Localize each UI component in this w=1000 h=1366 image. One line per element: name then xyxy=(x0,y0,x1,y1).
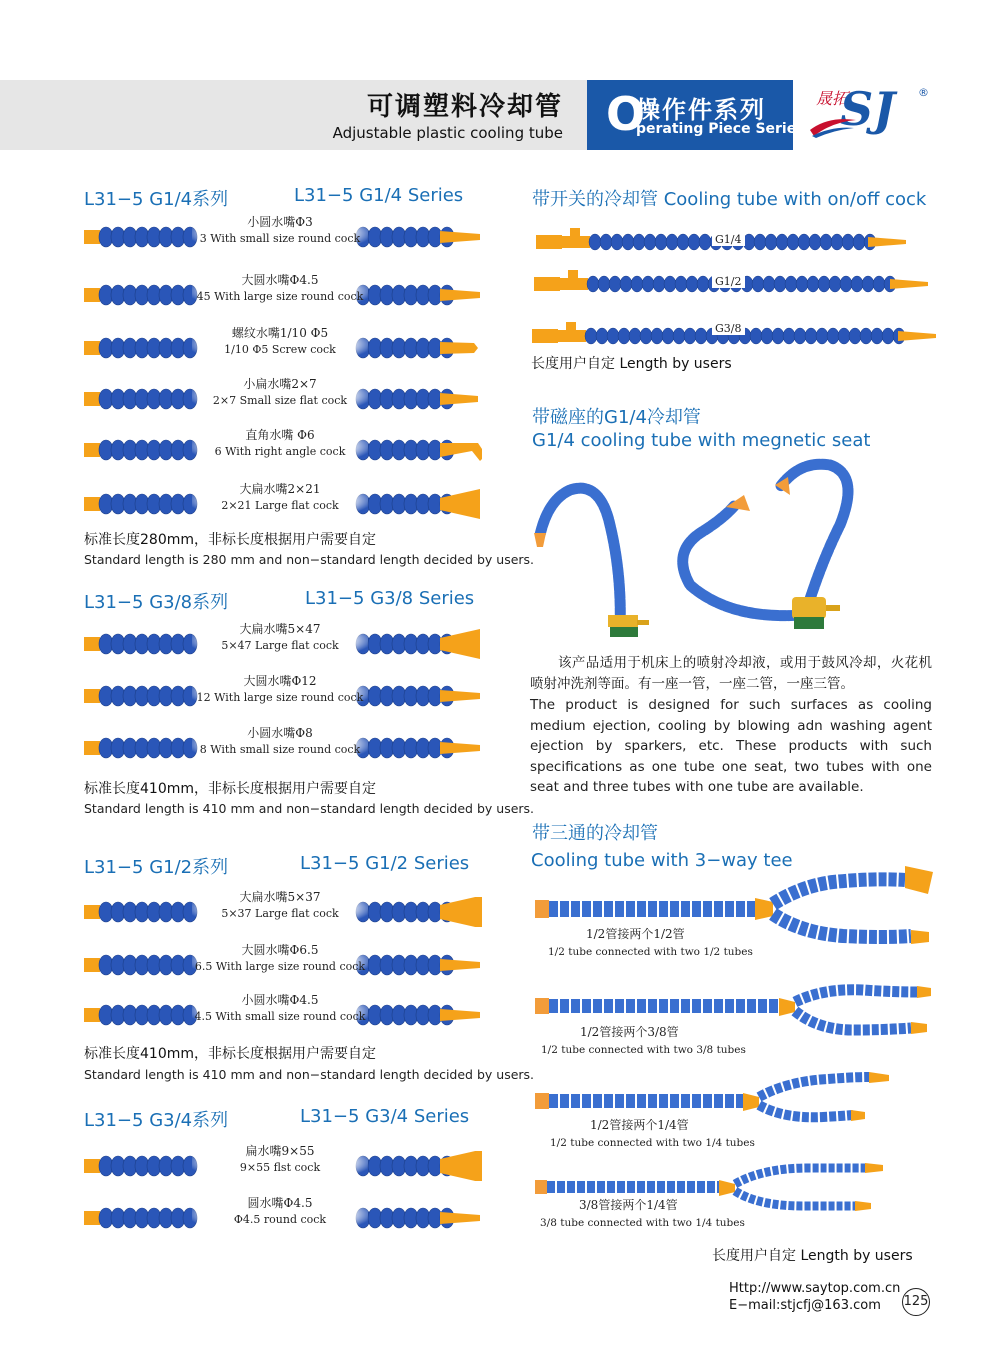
brand-logo-mark: SJ xyxy=(840,82,895,136)
g38-note-en: Standard length is 410 mm and non−standard length decided by users. xyxy=(84,801,535,816)
item-label: 小圆水嘴Φ4.5 4.5 With small size round cock xyxy=(192,991,368,1031)
g34-item-1 xyxy=(82,1144,482,1181)
g14-item-4 xyxy=(82,377,482,414)
g12-heading-cn: L31−5 G1/2系列 xyxy=(84,857,229,878)
g14-note-cn: 标准长度280mm，非标长度根据用户需要自定 xyxy=(84,532,376,548)
size-tag: G1/2 xyxy=(712,275,745,288)
item-label: 大扁水嘴5×37 5×37 Large flat cock xyxy=(192,888,368,928)
g38-item-3 xyxy=(82,726,482,763)
tee-1-label-en: 1/2 tube connected with two 1/2 tubes xyxy=(548,946,753,958)
g38-heading-en: L31−5 G3/8 Series xyxy=(305,588,475,609)
item-label: 扁水嘴9×55 9×55 flst cock xyxy=(192,1142,368,1182)
brand-swoosh-icon xyxy=(808,108,858,138)
g12-item-2 xyxy=(82,943,482,980)
footer-email[interactable]: E−mail:stjcfj@163.com xyxy=(729,1298,881,1313)
series-letter: O xyxy=(606,87,646,141)
tee-3-label-en: 1/2 tube connected with two 1/4 tubes xyxy=(550,1137,755,1149)
g12-item-3 xyxy=(82,993,482,1030)
page-title-en: Adjustable plastic cooling tube xyxy=(332,124,563,142)
g14-heading-cn: L31−5 G1/4系列 xyxy=(84,189,229,210)
g12-item-1 xyxy=(82,890,482,927)
item-label: 小圆水嘴Φ3 3 With small size round cock xyxy=(192,213,368,253)
item-label: 大圆水嘴Φ4.5 45 With large size round cock xyxy=(192,271,368,311)
g12-heading-en: L31−5 G1/2 Series xyxy=(300,853,470,874)
item-label: 大圆水嘴Φ12 12 With large size round cock xyxy=(192,672,368,712)
g14-item-6 xyxy=(82,482,482,519)
tee-2-label-en: 1/2 tube connected with two 3/8 tubes xyxy=(541,1044,746,1056)
tee-4-label-en: 3/8 tube connected with two 1/4 tubes xyxy=(540,1217,745,1229)
tee-tube-3-illustration xyxy=(533,1067,893,1127)
g38-item-2 xyxy=(82,674,482,711)
item-label: 大扁水嘴5×47 5×47 Large flat cock xyxy=(192,620,368,660)
item-label: 小圆水嘴Φ8 8 With small size round cock xyxy=(192,724,368,764)
page-title-cn: 可调塑料冷却管 xyxy=(366,92,563,122)
item-label: 螺纹水嘴1/10 Φ5 1/10 Φ5 Screw cock xyxy=(192,324,368,364)
size-tag: G1/4 xyxy=(712,233,745,246)
g14-item-2 xyxy=(82,273,482,310)
g34-heading-cn: L31−5 G3/4系列 xyxy=(84,1110,229,1131)
item-label: 大扁水嘴2×21 2×21 Large flat cock xyxy=(192,480,368,520)
g14-item-3 xyxy=(82,326,482,363)
g34-item-2 xyxy=(82,1196,482,1233)
tee-4-label-cn: 3/8管接两个1/4管 xyxy=(579,1198,678,1212)
onoff-tube-g12 xyxy=(534,270,930,298)
footer-url[interactable]: Http://www.saytop.com.cn xyxy=(729,1281,901,1296)
onoff-tube-g38 xyxy=(532,322,938,350)
onoff-heading: 带开关的冷却管 Cooling tube with on/off cock xyxy=(532,189,927,210)
g38-heading-cn: L31−5 G3/8系列 xyxy=(84,592,229,613)
brand-logo-cn: 晟拓 xyxy=(816,89,849,108)
tee-heading-en: Cooling tube with 3−way tee xyxy=(531,850,793,871)
g12-note-en: Standard length is 410 mm and non−standard length decided by users. xyxy=(84,1067,535,1082)
g14-note-en: Standard length is 280 mm and non−standard length decided by users. xyxy=(84,552,535,567)
tee-2-label-cn: 1/2管接两个3/8管 xyxy=(580,1025,679,1039)
g12-note-cn: 标准长度410mm，非标长度根据用户需要自定 xyxy=(84,1046,376,1062)
series-title-cn: 操作件系列 xyxy=(636,96,766,124)
onoff-tube-g14 xyxy=(536,228,908,256)
registered-mark: ® xyxy=(918,86,929,99)
tee-1-label-cn: 1/2管接两个1/2管 xyxy=(586,927,685,941)
magnetic-seat-tubes-illustration xyxy=(530,455,890,650)
item-label: 圆水嘴Φ4.5 Φ4.5 round cock xyxy=(192,1194,368,1234)
g38-item-1 xyxy=(82,622,482,659)
g14-heading-en: L31−5 G1/4 Series xyxy=(294,185,464,206)
tee-note: 长度用户自定 Length by users xyxy=(712,1248,913,1264)
item-label: 小扁水嘴2×7 2×7 Small size flat cock xyxy=(192,375,368,415)
g14-item-1 xyxy=(82,215,482,252)
magnetic-heading-cn: 带磁座的G1/4冷却管 xyxy=(532,407,701,428)
item-label: 直角水嘴 Φ6 6 With right angle cock xyxy=(192,426,368,466)
onoff-note: 长度用户自定 Length by users xyxy=(531,356,732,372)
magnetic-description-cn: 该产品适用于机床上的喷射冷却液，或用于鼓风冷却，火花机喷射冲洗剂等面。有一座一管，一座二管，一座三管。 xyxy=(530,655,932,692)
g34-heading-en: L31−5 G3/4 Series xyxy=(300,1106,470,1127)
series-title-en: perating Piece Series xyxy=(636,121,805,137)
g38-note-cn: 标准长度410mm，非标长度根据用户需要自定 xyxy=(84,781,376,797)
magnetic-description-en: The product is designed for such surfaces as cooling medium ejection, cooling by blowing adn washing agent ejection by sparkers, etc. These products with such specifications as one tube one seat, two tubes with one seat and three tubes with one tube are available. xyxy=(530,697,932,795)
size-tag: G3/8 xyxy=(712,322,745,335)
page-number: 125 xyxy=(902,1288,930,1316)
magnetic-heading-en: G1/4 cooling tube with megnetic seat xyxy=(532,430,871,451)
tee-3-label-cn: 1/2管接两个1/4管 xyxy=(590,1118,689,1132)
item-label: 大圆水嘴Φ6.5 6.5 With large size round cock xyxy=(192,941,368,981)
g14-item-5 xyxy=(82,428,482,465)
tee-heading-cn: 带三通的冷却管 xyxy=(532,823,658,844)
